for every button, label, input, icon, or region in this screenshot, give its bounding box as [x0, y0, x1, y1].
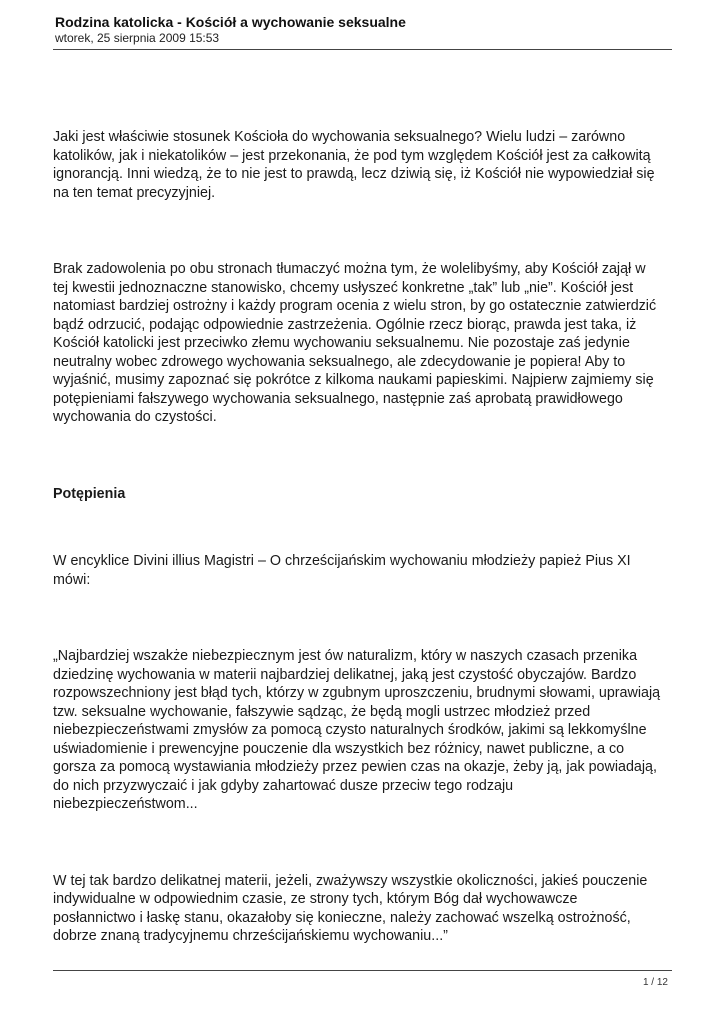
- spacer: [53, 202, 673, 260]
- section-heading: Potępienia: [53, 485, 126, 502]
- paragraph-quote-2: W tej tak bardzo delikatnej materii, jeżeli, zważywszy wszystkie okoliczności, jakieś pouczenie indywidualne w odpowiednim czasie, ze strony tych, którym Bóg dał wychowawcze posłannictwo i łaskę stanu, okazałoby się konieczne, należy zachować wszelką ostrożność, dobrze znaną tradycyjnemu chrześcijańskiemu wychowaniu...”: [53, 872, 648, 944]
- spacer: [53, 589, 673, 647]
- document-date: wtorek, 25 sierpnia 2009 15:53: [55, 31, 220, 45]
- paragraph-quote-1: „Najbardziej wszakże niebezpiecznym jest ów naturalizm, który w naszych czasach przenika dziedzinę wychowania w materii najbardziej delikatnej, jaką jest czystość obyczajów. Bardzo rozpowszechniony jest błąd tych, którzy w zgubnym uproszczeniu, brudnymi słowami, uprawiają tzw. seksualne wychowanie, fałszywie sądząc, że będą mogli ustrzec młodzież przed niebezpieczeństwami zmysłów za pomocą czysto naturalnych środków, jakimi są lekkomyślne uświadomienie i prewencyjne pouczenie dla wszystkich bez różnicy, nawet publiczne, a co gorsza za pomocą wystawiania młodzieży przez pewien czas na okazje, żeby ją, jak powiadają, do nich przyzwyczaić i jak gdyby zahartować dusze przeciw tego rodzaju niebezpieczeństwom...: [53, 648, 661, 812]
- footer-divider: [53, 970, 672, 971]
- header-divider: [53, 49, 672, 50]
- paragraph-encyclical: W encyklice Divini illius Magistri – O chrześcijańskim wychowaniu młodzieży papież Pius XI mówi:: [53, 553, 631, 588]
- spacer: [53, 814, 673, 872]
- document-title: Rodzina katolicka - Kościół a wychowanie seksualne: [55, 14, 406, 30]
- page-header: [55, 14, 672, 46]
- paragraph-context: Brak zadowolenia po obu stronach tłumaczyć można tym, że wolelibyśmy, aby Kościół zajął w tej kwestii jednoznaczne stanowisko, chcemy usłyszeć konkretne „tak” lub „nie”. Kościół jest natomiast bardziej ostrożny i każdy program ocenia z wielu stron, by go ostatecznie zatwierdzić bądź odrzucić, podając odpowiednie zastrzeżenia. Ogólnie rzecz biorąc, prawda jest taka, iż Kościół katolicki jest przeciwko złemu wychowaniu seksualnemu. Nie pozostaje zaś jedynie neutralny wobec zdrowego wychowania seksualnego, ale zdecydowanie je popiera! Aby to wyjaśnić, musimy zapoznać się pokrótce z kilkoma naukami papieskimi. Najpierw zajmiemy się potępieniami fałszywego wychowania seksualnego, następnie zaś aprobatą prawidłowego wychowania do czystości.: [53, 261, 657, 425]
- article-body: [53, 128, 673, 946]
- spacer: [53, 427, 673, 485]
- spacer: [53, 503, 673, 552]
- paragraph-intro: Jaki jest właściwie stosunek Kościoła do wychowania seksualnego? Wielu ludzi – zarówno katolików, jak i niekatolików – jest przekonania, że pod tym względem Kościół jest za całkowitą ignorancją. Inni wiedzą, że to nie jest to prawdą, lecz dziwią się, iż Kościół nie wypowiedział się na ten temat precyzyjniej.: [53, 129, 655, 201]
- page-number: 1 / 12: [642, 977, 668, 988]
